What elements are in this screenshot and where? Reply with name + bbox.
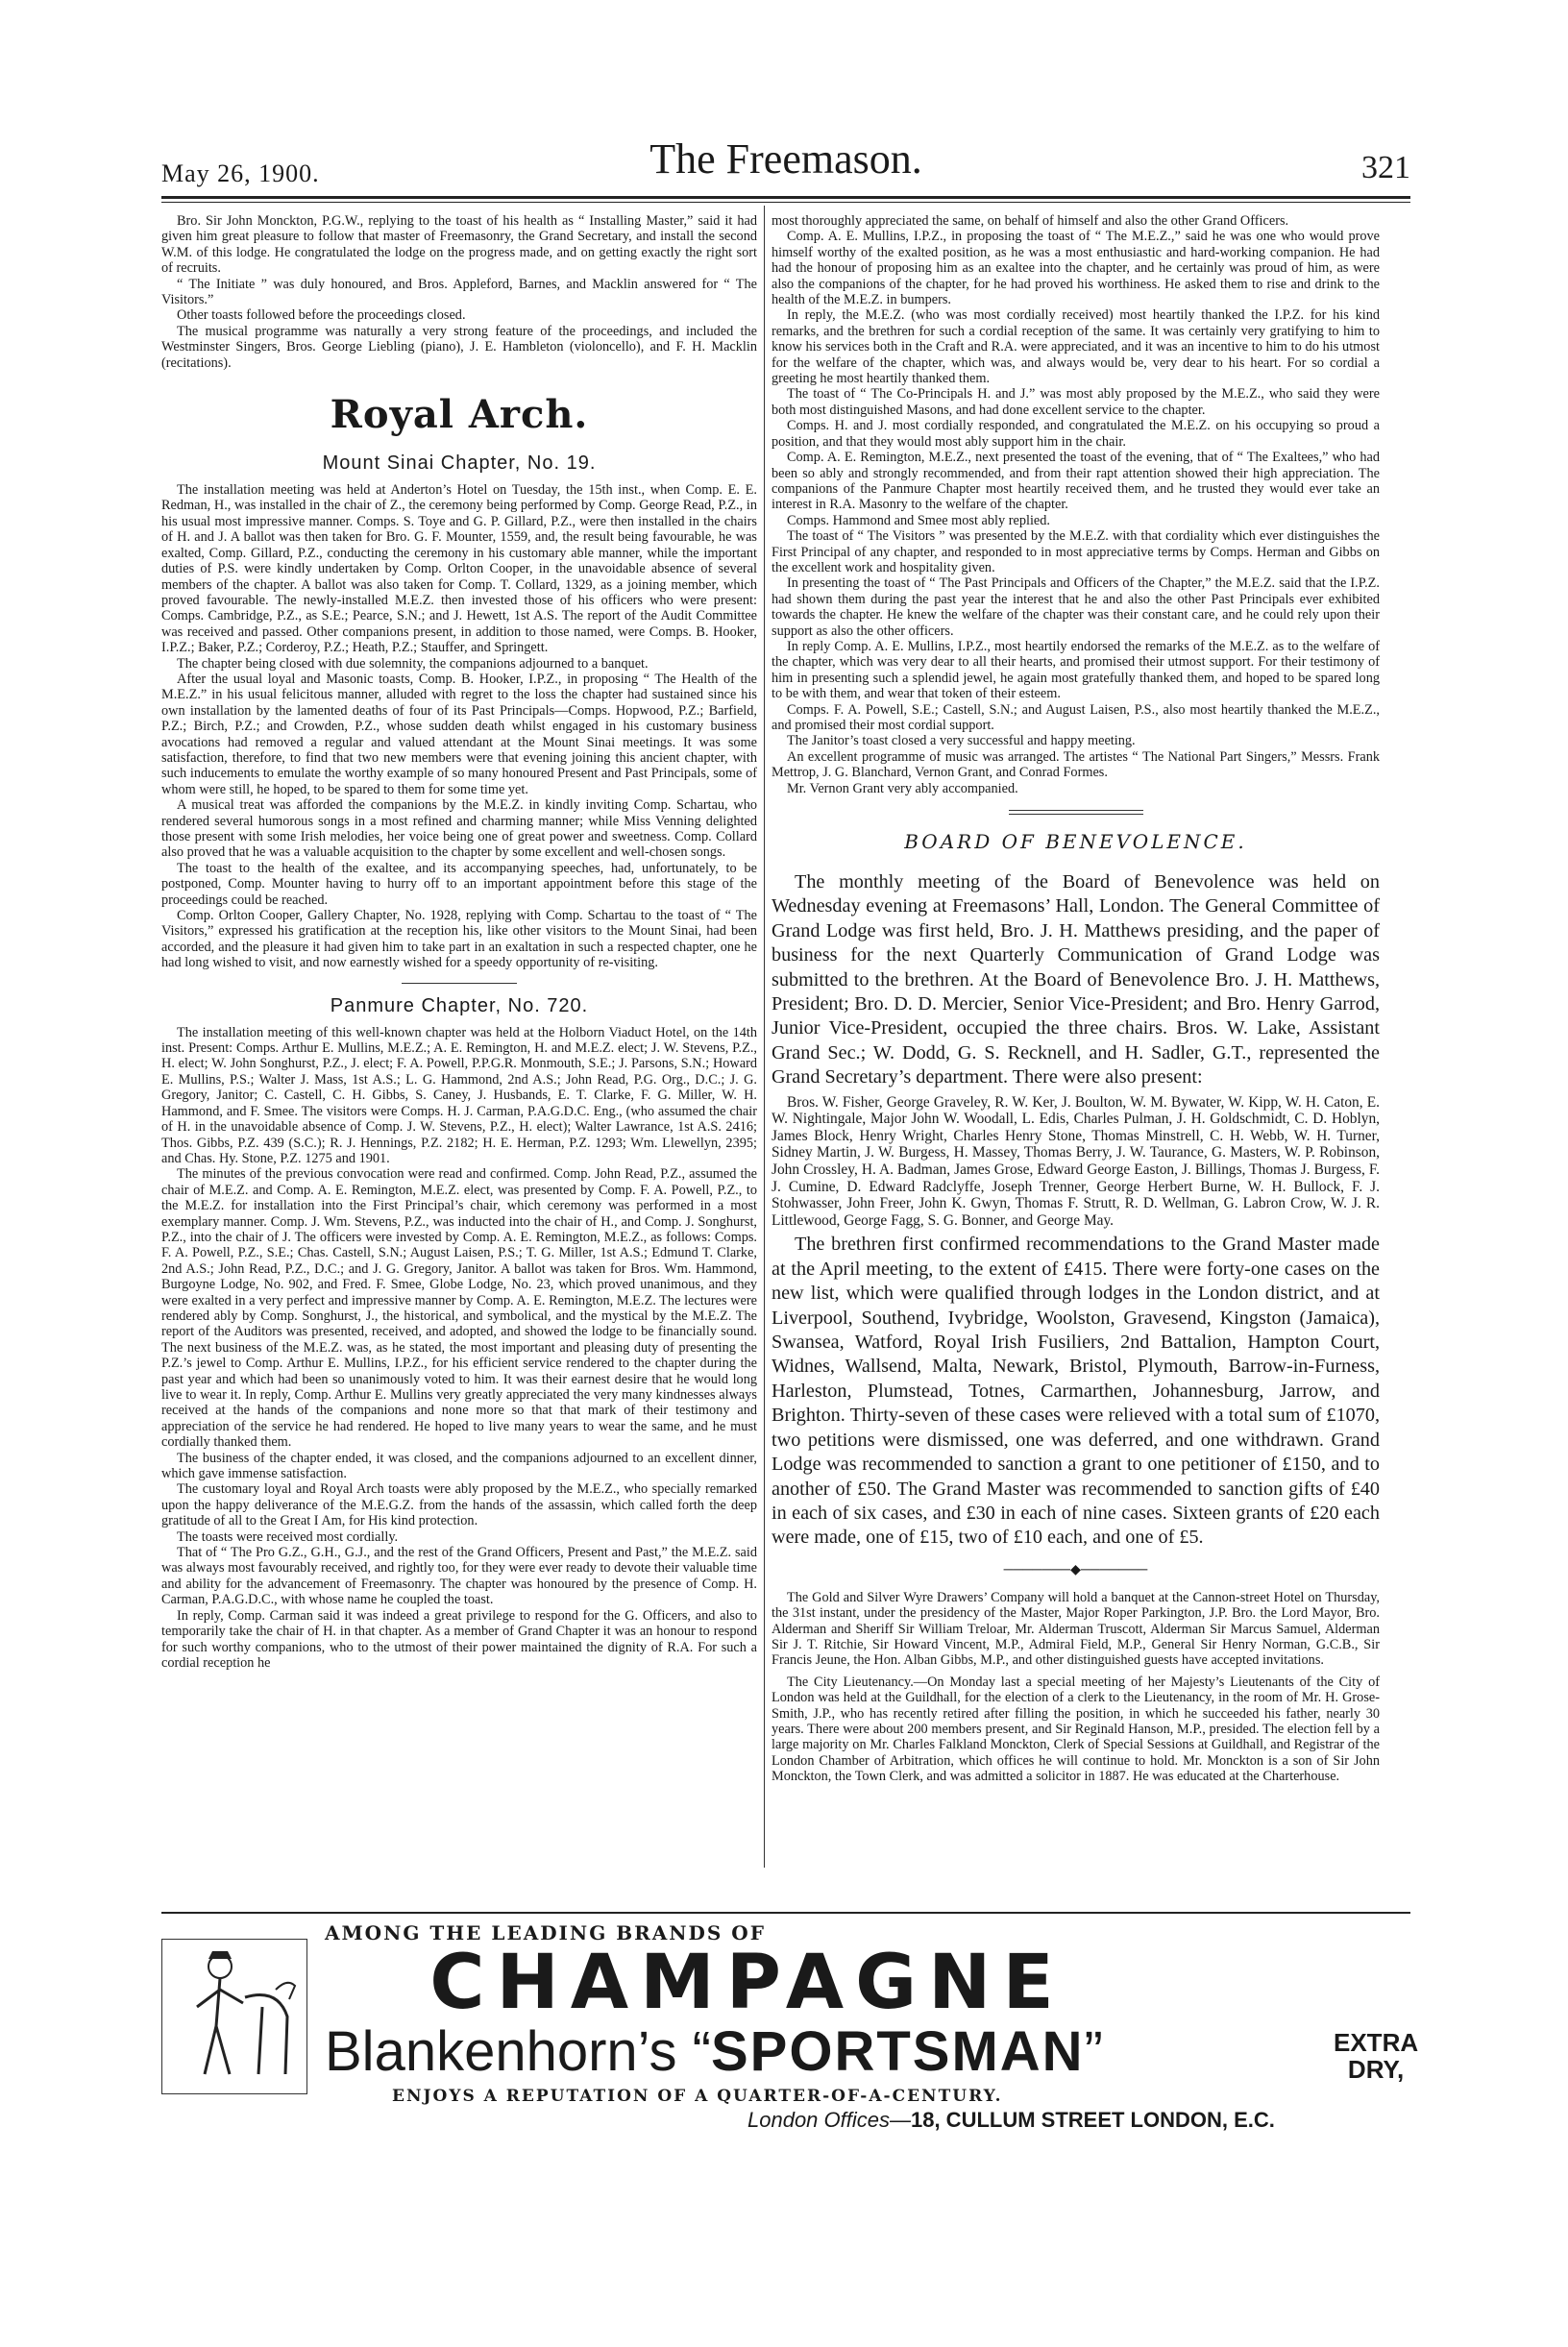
paragraph: The monthly meeting of the Board of Benevolence was held on Wednesday evening at Freemasons’ Hall, London. The General Committee of Grand Lodge was first held, Bro. J. H. Matthews presiding, and the paper of business for the next Quarterly Communication of Grand Lodge was submitted to the brethren. At the Board of Benevolence Bro. J. H. Matthews, President; Bro. D. D. Mercier, Senior Vice-President; and Bro. Henry Garrod, Junior Vice-President, occupied the three chairs. Bros. W. Lake, Assistant Grand Sec.; W. Dodd, G. S. Recknell, and H. Sadler, G.T., represented the Grand Secretary’s department. There were also present: <box>772 871 1380 1088</box>
board-report-continued <box>772 1233 1380 1550</box>
board-attendees <box>772 1094 1380 1230</box>
news-briefs <box>772 1590 1380 1785</box>
advert-brand <box>325 2020 1103 2083</box>
brand-name: Blankenhorn’s “ <box>325 2020 711 2083</box>
paragraph: The brethren first confirmed recommendations to the Grand Master made at the April meeting, to the extent of £415. There were forty-one cases on the new list, which were qualified through lodges in the London district, and at Liverpool, Southend, Ivybridge, Woolston, Gravesend, Kingston (Jamaica), Swansea, Watford, Royal Irish Fusiliers, 2nd Battalion, Hampton Court, Widnes, Wallsend, Malta, Newark, Bristol, Plymouth, Barrow-in-Furness, Harleston, Plumstead, Totnes, Carmarthen, Johannesburg, Jarrow, and Brighton. Thirty-seven of these cases were relieved with a total sum of £1070, two petitions were dismissed, one was deferred, and one withdrawn. Grand Lodge was recommended to sanction a grant to one petitioner of £150, and to another of £50. The Grand Master was recommended to sanction gifts of £40 in each of six cases, and £30 in each of nine cases. Sixteen grants of £20 each were made, one of £15, two of £10 each, and one of £5. <box>772 1234 1380 1549</box>
paragraph: The toast to the health of the exaltee, and its accompanying speeches, had, unfortunately, to be postponed, Comp. Mounter having to hurry off to an important appointment before this stage of the proceedings could be reached. <box>161 860 757 908</box>
paragraph: Comp. A. E. Remington, M.E.Z., next presented the toast of the evening, that of “ The Exaltees,” who had been so ably and strongly recommended, and from their rapt attention showed their high appreciation. The companions of the Panmure Chapter most heartily received them, and he trusted they would ever take an interest in R.A. Masonry to the welfare of the chapter. <box>772 450 1380 513</box>
office-label: London Offices— <box>747 2108 911 2132</box>
paragraph: In reply, the M.E.Z. (who was most cordially received) most heartily thanked the I.P.Z. for his kind remarks, and the brethren for such a cordial reception of the same. It was certainly very gratifying to him to know his services both in the Craft and R.A. were appreciated, and it was an incentive to him to do his utmost for the welfare of the chapter, which was, and always would be, very dear to his heart. For so cordial a greeting he most heartily thanked them. <box>772 307 1380 387</box>
page-number: 321 <box>1361 150 1410 185</box>
brand-sportsman: SPORTSMAN <box>710 2020 1085 2083</box>
paragraph: The installation meeting of this well-known chapter was held at the Holborn Viaduct Hotel, on the 14th inst. Present: Comps. Arthur E. Mullins, M.E.Z.; A. E. Remington, H. and M.E.Z. elect; J. W. Stevens, P.Z., H. elect; W. John Songhurst, P.Z., J. elect; F. A. Powell, P.P.G.R. Monmouth, S.E.; J. Parsons, S.N.; Howard E. Mullins, P.S.; Walter J. Mass, 1st A.S.; L. G. Hammond, 2nd A.S.; John Read, P.G. Org., D.C.; J. G. Gregory, Janitor; C. Castell, C. H. Gibbs, S. Caney, J. Husbands, E. T. Clarke, F. G. Miller, W. H. Hammond, and F. Smee. The visitors were Comps. H. J. Carman, P.A.G.D.C. Eng., (who assumed the chair of H. in the unavoidable absence of Comp. J. W. Stevens, P.Z., H. elect); Walter Lawrance, 1st A.S. 2416; Thos. Gibbs, P.Z. 439 (S.C.); R. J. Hennings, P.Z. 2182; H. E. Herman, P.Z. 1293; Wm. Llewellyn, 2395; and Chas. Hy. Stone, P.Z. 1275 and 1901. <box>161 1024 757 1166</box>
paragraph: The installation meeting was held at Anderton’s Hotel on Tuesday, the 15th inst., when Comp. E. E. Redman, H., was installed in the chair of Z., the ceremony being performed by Comp. George Read, P.Z., in his usual most impressive manner. Comps. S. Toye and G. P. Gillard, P.Z., were then installed in the chairs of H. and J. A ballot was then taken for Bro. G. F. Mounter, 1559, and, the result being favourable, he was exalted, Comp. Gillard, P.Z., conducting the ceremony in his customary able manner, while the important duties of P.S. were kindly undertaken by Comp. Orlton Cooper, in the unavoidable absence of several members of the chapter. A ballot was also taken for Comp. T. Collard, 1329, as a joining member, which proved favourable. The newly-installed M.E.Z. then invested those of his officers who were present: Comps. Cambridge, P.Z., as S.E.; Pearce, S.N.; and J. Hewett, 1st A.S. The report of the Audit Committee was received and passed. Other companions present, in addition to those named, were Comps. B. Hooker, I.P.Z.; Baker, P.Z.; Corderoy, P.Z.; Heath, P.Z.; Stauffer, and Springett. <box>161 482 757 656</box>
masthead <box>161 134 1410 192</box>
paragraph: Bro. Sir John Monckton, P.G.W., replying to the toast of his health as “ Installing Master,” said it had given him great pleasure to follow that master of Freemasonry, the Grand Secretary, and install the second W.M. of this lodge. He congratulated the lodge on the progress made, and on getting exactly the right sort of recruits. <box>161 213 757 277</box>
newspaper-title: The Freemason. <box>649 135 922 183</box>
paragraph: Comps. Hammond and Smee most ably replied. <box>787 512 1050 528</box>
paragraph: The toasts were received most cordially. <box>177 1528 399 1545</box>
header-rule-thin <box>161 202 1410 203</box>
paragraph: The toast of “ The Co-Principals H. and J.” was most ably proposed by the M.E.Z., who said they were both most distinguished Masons, and had done excellent service to the chapter. <box>772 386 1380 418</box>
board-of-benevolence-heading: BOARD OF BENEVOLENCE. <box>904 830 1247 854</box>
column-divider <box>764 206 765 1868</box>
paragraph: Comp. A. E. Mullins, I.P.Z., in proposing the toast of “ The M.E.Z.,” said he was one who would prove himself worthy of the exalted position, as he was a most enthusiastic and hard-working companion. He had had the honour of proposing him as an exaltee into the chapter, and he certainly was proud of him, as were also the companions of the chapter, for he had proved his worthiness. He asked them to rise and drink to the health of the M.E.Z. in bumpers. <box>772 229 1380 308</box>
paragraph: In reply Comp. A. E. Mullins, I.P.Z., most heartily endorsed the remarks of the M.E.Z. as to the welfare of the chapter, which was very dear to all their hearts, and promised their utmost support. For their testimony of him in presenting such a splendid jewel, he again most gratefully thanked them, and hoped to be spared long to be with them, and wear that token of their esteem. <box>772 638 1380 702</box>
paragraph: After the usual loyal and Masonic toasts, Comp. B. Hooker, I.P.Z., in proposing “ The Health of the M.E.Z.” in his usual felicitous manner, alluded with regret to the loss the chapter had sustained since his own installation by the lamented deaths of four of its Past Principals—Comps. Hopwood, P.Z.; Barfield, P.Z.; Birch, P.Z.; and Crowden, P.Z., whose sudden death whilst engaged in his customary business avocations had removed a regular and valued attendant at the Mount Sinai meetings. It was some satisfaction, therefore, to find that two new members were that evening joining this ancient chapter, with such inducements to emulate the worthy example of so many honoured Present and Past Principals, some of whom were still, he hoped, to be spared to them for some time yet. <box>161 671 757 797</box>
paragraph: Mr. Vernon Grant very ably accompanied. <box>787 780 1018 796</box>
paragraph: “ The Initiate ” was duly honoured, and Bros. Appleford, Barnes, and Macklin answered for “ The Visitors.” <box>161 276 757 308</box>
paragraph: In presenting the toast of “ The Past Principals and Officers of the Chapter,” the M.E.Z. said that the I.P.Z. had shown them during the past year the interest that he and also the other Past Principals ever exhibited towards the chapter. He knew the welfare of the chapter was their constant care, and he could rely upon their support as also the other officers. <box>772 575 1380 639</box>
dry-label: DRY, <box>1347 2055 1405 2084</box>
paragraph: The Janitor’s toast closed a very successful and happy meeting. <box>787 733 1136 749</box>
champagne-advertisement <box>161 1921 1419 2132</box>
paragraph: That of “ The Pro G.Z., G.H., G.J., and the rest of the Grand Officers, Present and Past,” the M.E.Z. said was always most favourably received, and rightly too, for they were ever ready to devote their valuable time and ability for the advancement of Freemasonry. The chapter was honoured by the presence of Comp. H. Carman, P.A.G.D.C., with whose name he coupled the toast. <box>161 1545 757 1608</box>
advert-tagline: AMONG THE LEADING BRANDS OF <box>325 1921 766 1944</box>
paragraph: The musical programme was naturally a very strong feature of the proceedings, and included the Westminster Singers, Bros. George Liebling (piano), J. E. Hambleton (violoncello), and F. H. Macklin (recitations). <box>161 323 757 371</box>
paragraph: The toast of “ The Visitors ” was presented by the M.E.Z. with that cordiality which ever distinguishes the First Principal of any chapter, and responded to in most appreciative terms by Comps. Herman and Gibbs on the excellent work and hospitality given. <box>772 528 1380 575</box>
advert-extra-dry <box>1334 2029 1418 2083</box>
paragraph: Comps. H. and J. most cordially responded, and congratulated the M.E.Z. on his occupying so proud a position, and that they would most ably support him in the chair. <box>772 418 1380 450</box>
extra-label: EXTRA <box>1334 2028 1419 2057</box>
panmure-continuation <box>772 213 1380 796</box>
paragraph: An excellent programme of music was arranged. The artistes “ The National Part Singers,” Messrs. Frank Mettrop, J. G. Blanchard, Vernon Grant, and Conrad Formes. <box>772 748 1380 781</box>
paragraph: The business of the chapter ended, it was closed, and the companions adjourned to an excellent dinner, which gave immense satisfaction. <box>161 1450 757 1482</box>
left-column <box>161 213 757 1671</box>
header-rule-thick <box>161 196 1410 199</box>
paragraph: The chapter being closed with due solemnity, the companions adjourned to a banquet. <box>177 655 649 672</box>
section-heading-mount-sinai: Mount Sinai Chapter, No. 19. <box>322 452 597 475</box>
paragraph: The City Lieutenancy.—On Monday last a special meeting of her Majesty’s Lieutenants of the City of London was held at the Guildhall, for the election of a clerk to the Lieutenancy, in the room of Mr. H. Grose-Smith, J.P., who has recently retired after filling the position, in which he succeeded his father, nearly 30 years. There were about 200 members present, and Sir Reginald Hanson, M.P., presided. The election fell by a large majority on Mr. Charles Falkland Monckton, Clerk of Special Sessions at Guildhall, and Registrar of the London Chamber of Arbitration, which offices he will continue to hold. Mr. Monckton is a son of Sir John Monckton, the Town Clerk, and was admitted a solicitor in 1887. He was educated at the Charterhouse. <box>772 1674 1380 1785</box>
paragraph: Comp. Orlton Cooper, Gallery Chapter, No. 1928, replying with Comp. Schartau to the toast of “ The Visitors,” expressed his gratification at the reception his, like other visitors to the Mount Sinai, had been accorded, and the pleasure it had given him to take part in an exaltation in such a respected chapter, one he had long wished to visit, and now earnestly wished for a speedy opportunity of re-visiting. <box>161 908 757 971</box>
office-address: 18, CULLUM STREET LONDON, E.C. <box>910 2108 1275 2132</box>
paragraph: In reply, Comp. Carman said it was indeed a great privilege to respond for the G. Officers, and also to temporarily take the chair of H. in that chapter. As a member of Grand Chapter it was an honour to respond for such worthy companions, who to the utmost of their power maintained the dignity of R.A. For such a cordial reception he <box>161 1607 757 1671</box>
paragraph: The customary loyal and Royal Arch toasts were ably proposed by the M.E.Z., who specially remarked upon the happy deliverance of the M.E.G.Z. from the hands of the assassin, which called forth the deep gratitude of all to the Great I Am, for His kind protection. <box>161 1481 757 1529</box>
paragraph: A musical treat was afforded the companions by the M.E.Z. in kindly inviting Comp. Schartau, who rendered several humorous songs in a most refined and charming manner; while Miss Venning delighted those present with some Irish melodies, her voice being one of great power and sweetness. Comp. Collard also proved that he was a valuable acquisition to the chapter by some excellent and well-chosen songs. <box>161 797 757 861</box>
issue-date: May 26, 1900. <box>161 159 320 187</box>
advert-address <box>747 2108 1275 2133</box>
advert-top-rule <box>161 1912 1410 1914</box>
advert-champagne: CHAMPAGNE <box>429 1940 1066 2026</box>
sportsman-illustration <box>161 1939 307 2094</box>
paragraph: Other toasts followed before the proceedings closed. <box>177 307 466 324</box>
royal-arch-heading: Royal Arch. <box>330 392 589 438</box>
paragraph: Bros. W. Fisher, George Graveley, R. W. Ker, J. Boulton, W. M. Bywater, W. Kipp, W. H. Caton, E. W. Nightingale, Major John W. Woodall, L. Edis, Charles Pulman, J. H. Goldschmidt, C. D. Hoblyn, James Block, Henry Wright, Charles Henry Stone, Thomas Minstrell, C. H. Webb, W. H. Turner, Sidney Martin, J. W. Burgess, H. Massey, Thomas Berry, J. W. Taurance, G. Masters, W. P. Robinson, John Crossley, H. A. Badman, James Grose, Edward George Easton, J. Billings, Thomas J. Burgess, F. J. Cumine, D. Edward Radclyffe, Joseph Trenner, George Herbert Burne, W. H. Bullock, F. J. Stohwasser, John Freer, John K. Gwyn, Thomas F. Strutt, R. D. Wellman, G. Labron Crow, W. J. R. Littlewood, George Fagg, S. G. Bonner, and George May. <box>772 1093 1380 1229</box>
advert-reputation: ENJOYS A REPUTATION OF A QUARTER-OF-A-CENTURY. <box>392 2087 1003 2106</box>
section-heading-panmure: Panmure Chapter, No. 720. <box>330 994 589 1016</box>
paragraph: Comps. F. A. Powell, S.E.; Castell, S.N.; and August Laisen, P.S., also most heartily thanked the M.E.Z., and promised their most cordial support. <box>772 701 1380 733</box>
horse-rider-illustration <box>162 1940 306 2093</box>
paragraph: most thoroughly appreciated the same, on behalf of himself and also the other Grand Officers. <box>772 213 1289 229</box>
paragraph: The minutes of the previous convocation were read and confirmed. Comp. John Read, P.Z., assumed the chair of M.E.Z. and Comp. A. E. Remington, M.E.Z. elect, was presented by Comp. F. A. Powell, P.Z., to the M.E.Z. for installation into the First Principal’s chair, which ceremony was performed in a most exemplary manner. Comp. J. Wm. Stevens, P.Z., was inducted into the chair of H., and Comp. J. Songhurst, P.Z., into the chair of J. The officers were invested by Comp. A. E. Remington, M.E.Z., as follows: Comps. F. A. Powell, P.Z., S.E.; Chas. Castell, S.N.; August Laisen, P.S.; T. G. Miller, 1st A.S.; Edmund T. Clarke, 2nd A.S.; John Read, P.Z., D.C.; and J. G. Gregory, Janitor. A ballot was taken for Bros. Wm. Hammond, Burgoyne Lodge, No. 902, and Fred. F. Smee, Globe Lodge, No. 23, which proved unanimous, and they were exalted in a very perfect and impressive manner by Comp. A. E. Remington, M.E.Z. The lectures were rendered ably by Comp. Songhurst, J., the historical, and symbolical, and the mystical by the M.E.Z. The report of the Auditors was presented, received, and adopted, and showed the lodge to be financially sound. The next business of the M.E.Z. was, as he stated, the most important and pleasing duty of presenting the P.Z.’s jewel to Comp. Arthur E. Mullins, I.P.Z., for his efficient service rendered to the chapter during the past year and which had been so unanimously voted to him. It was their earnest desire that he would long live to wear it. In reply, Comp. Arthur E. Mullins very greatly appreciated the very many kindnesses always received at the hands of the companions and none more so that that mark of their testimony and appreciation of the service he had rendered. He hoped to live many years to wear the same, and he must cordially thanked them. <box>161 1166 757 1451</box>
paragraph: The Gold and Silver Wyre Drawers’ Company will hold a banquet at the Cannon-street Hotel on Thursday, the 31st instant, under the presidency of the Master, Major Roper Parkington, J.P. Bro. the Lord Mayor, Bro. Alderman and Sheriff Sir William Treloar, Mr. Alderman Truscott, Alderman Sir Marcus Samuel, Alderman Sir J. T. Ritchie, Sir Howard Vincent, M.P., Admiral Field, M.P., General Sir Henry Norman, G.C.B., Sir Francis Jeune, the Hon. Alban Gibbs, M.P., and other distinguished guests have accepted invitations. <box>772 1589 1380 1669</box>
section-rule <box>1009 810 1143 815</box>
section-rule <box>402 983 517 984</box>
brand-close-quote: ” <box>1084 2020 1103 2083</box>
board-report <box>772 870 1380 1090</box>
ornament-divider: ───────◆─────── <box>1003 1562 1148 1577</box>
right-column <box>772 213 1380 1785</box>
